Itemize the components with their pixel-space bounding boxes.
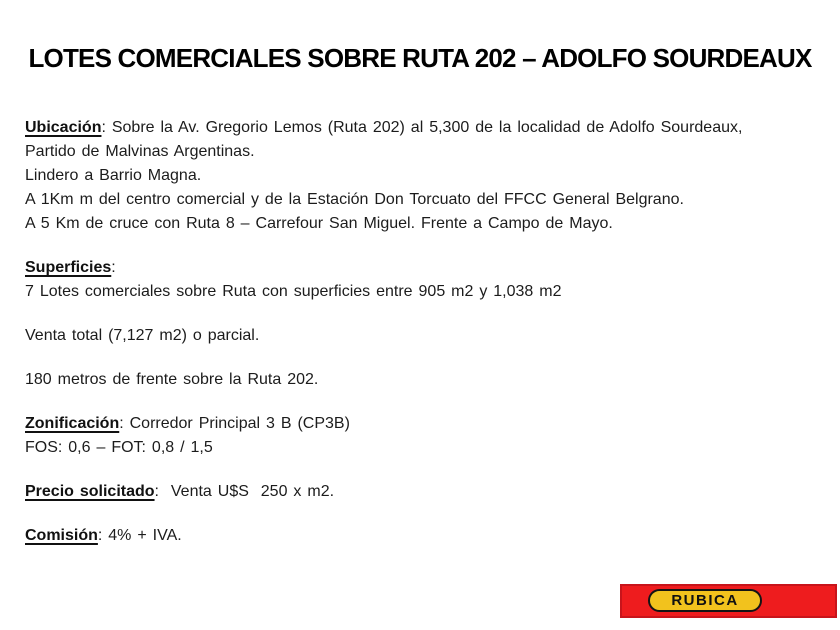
section-label-ubicacion: Ubicación <box>25 119 102 136</box>
line-text: : <box>111 259 116 276</box>
line-text: A 1Km m del centro comercial y de la Estación Don Torcuato del FFCC General Belgrano. <box>25 191 684 208</box>
doc-line <box>25 280 820 304</box>
doc-line <box>25 368 820 392</box>
page-title: LOTES COMERCIALES SOBRE RUTA 202 – ADOLFO SOURDEAUX <box>28 43 812 73</box>
doc-line <box>25 480 820 504</box>
section-zonificacion <box>25 412 820 460</box>
doc-line <box>25 324 820 348</box>
doc-line <box>25 412 820 436</box>
line-text: 7 Lotes comerciales sobre Ruta con superficies entre 905 m2 y 1,038 m2 <box>25 283 562 300</box>
doc-line <box>25 256 820 280</box>
doc-line <box>25 164 820 188</box>
section-label-comision: Comisión <box>25 527 98 544</box>
line-text: Venta total (7,127 m2) o parcial. <box>25 327 260 344</box>
doc-line <box>25 140 820 164</box>
section-label-superficies: Superficies <box>25 259 112 276</box>
doc-line <box>25 188 820 212</box>
logo-banner <box>620 584 837 618</box>
line-text: : Venta U$S 250 x m2. <box>154 483 335 500</box>
logo-pill <box>648 589 762 612</box>
section-label-zonificacion: Zonificación <box>25 415 120 432</box>
line-text: FOS: 0,6 – FOT: 0,8 / 1,5 <box>25 439 213 456</box>
line-text: : Corredor Principal 3 B (CP3B) <box>119 415 350 432</box>
section-label-precio: Precio solicitado <box>25 483 155 500</box>
doc-line <box>25 524 820 548</box>
line-text: 180 metros de frente sobre la Ruta 202. <box>25 371 319 388</box>
line-text: : 4% + IVA. <box>97 527 182 544</box>
rubica-logo-text: RUBICA <box>671 592 739 609</box>
section-comision <box>25 524 820 548</box>
paragraph-venta-total <box>25 324 820 348</box>
section-ubicacion <box>25 116 820 236</box>
line-text: Lindero a Barrio Magna. <box>25 167 202 184</box>
line-text: : Sobre la Av. Gregorio Lemos (Ruta 202) al 5,300 de la localidad de Adolfo Sourdeaux, <box>101 119 743 136</box>
doc-line <box>25 212 820 236</box>
section-superficies <box>25 256 820 304</box>
section-precio <box>25 480 820 504</box>
paragraph-frente <box>25 368 820 392</box>
doc-line <box>25 116 820 140</box>
document-body <box>25 116 820 548</box>
line-text: Partido de Malvinas Argentinas. <box>25 143 255 160</box>
line-text: A 5 Km de cruce con Ruta 8 – Carrefour San Miguel. Frente a Campo de Mayo. <box>25 215 613 232</box>
doc-line <box>25 436 820 460</box>
